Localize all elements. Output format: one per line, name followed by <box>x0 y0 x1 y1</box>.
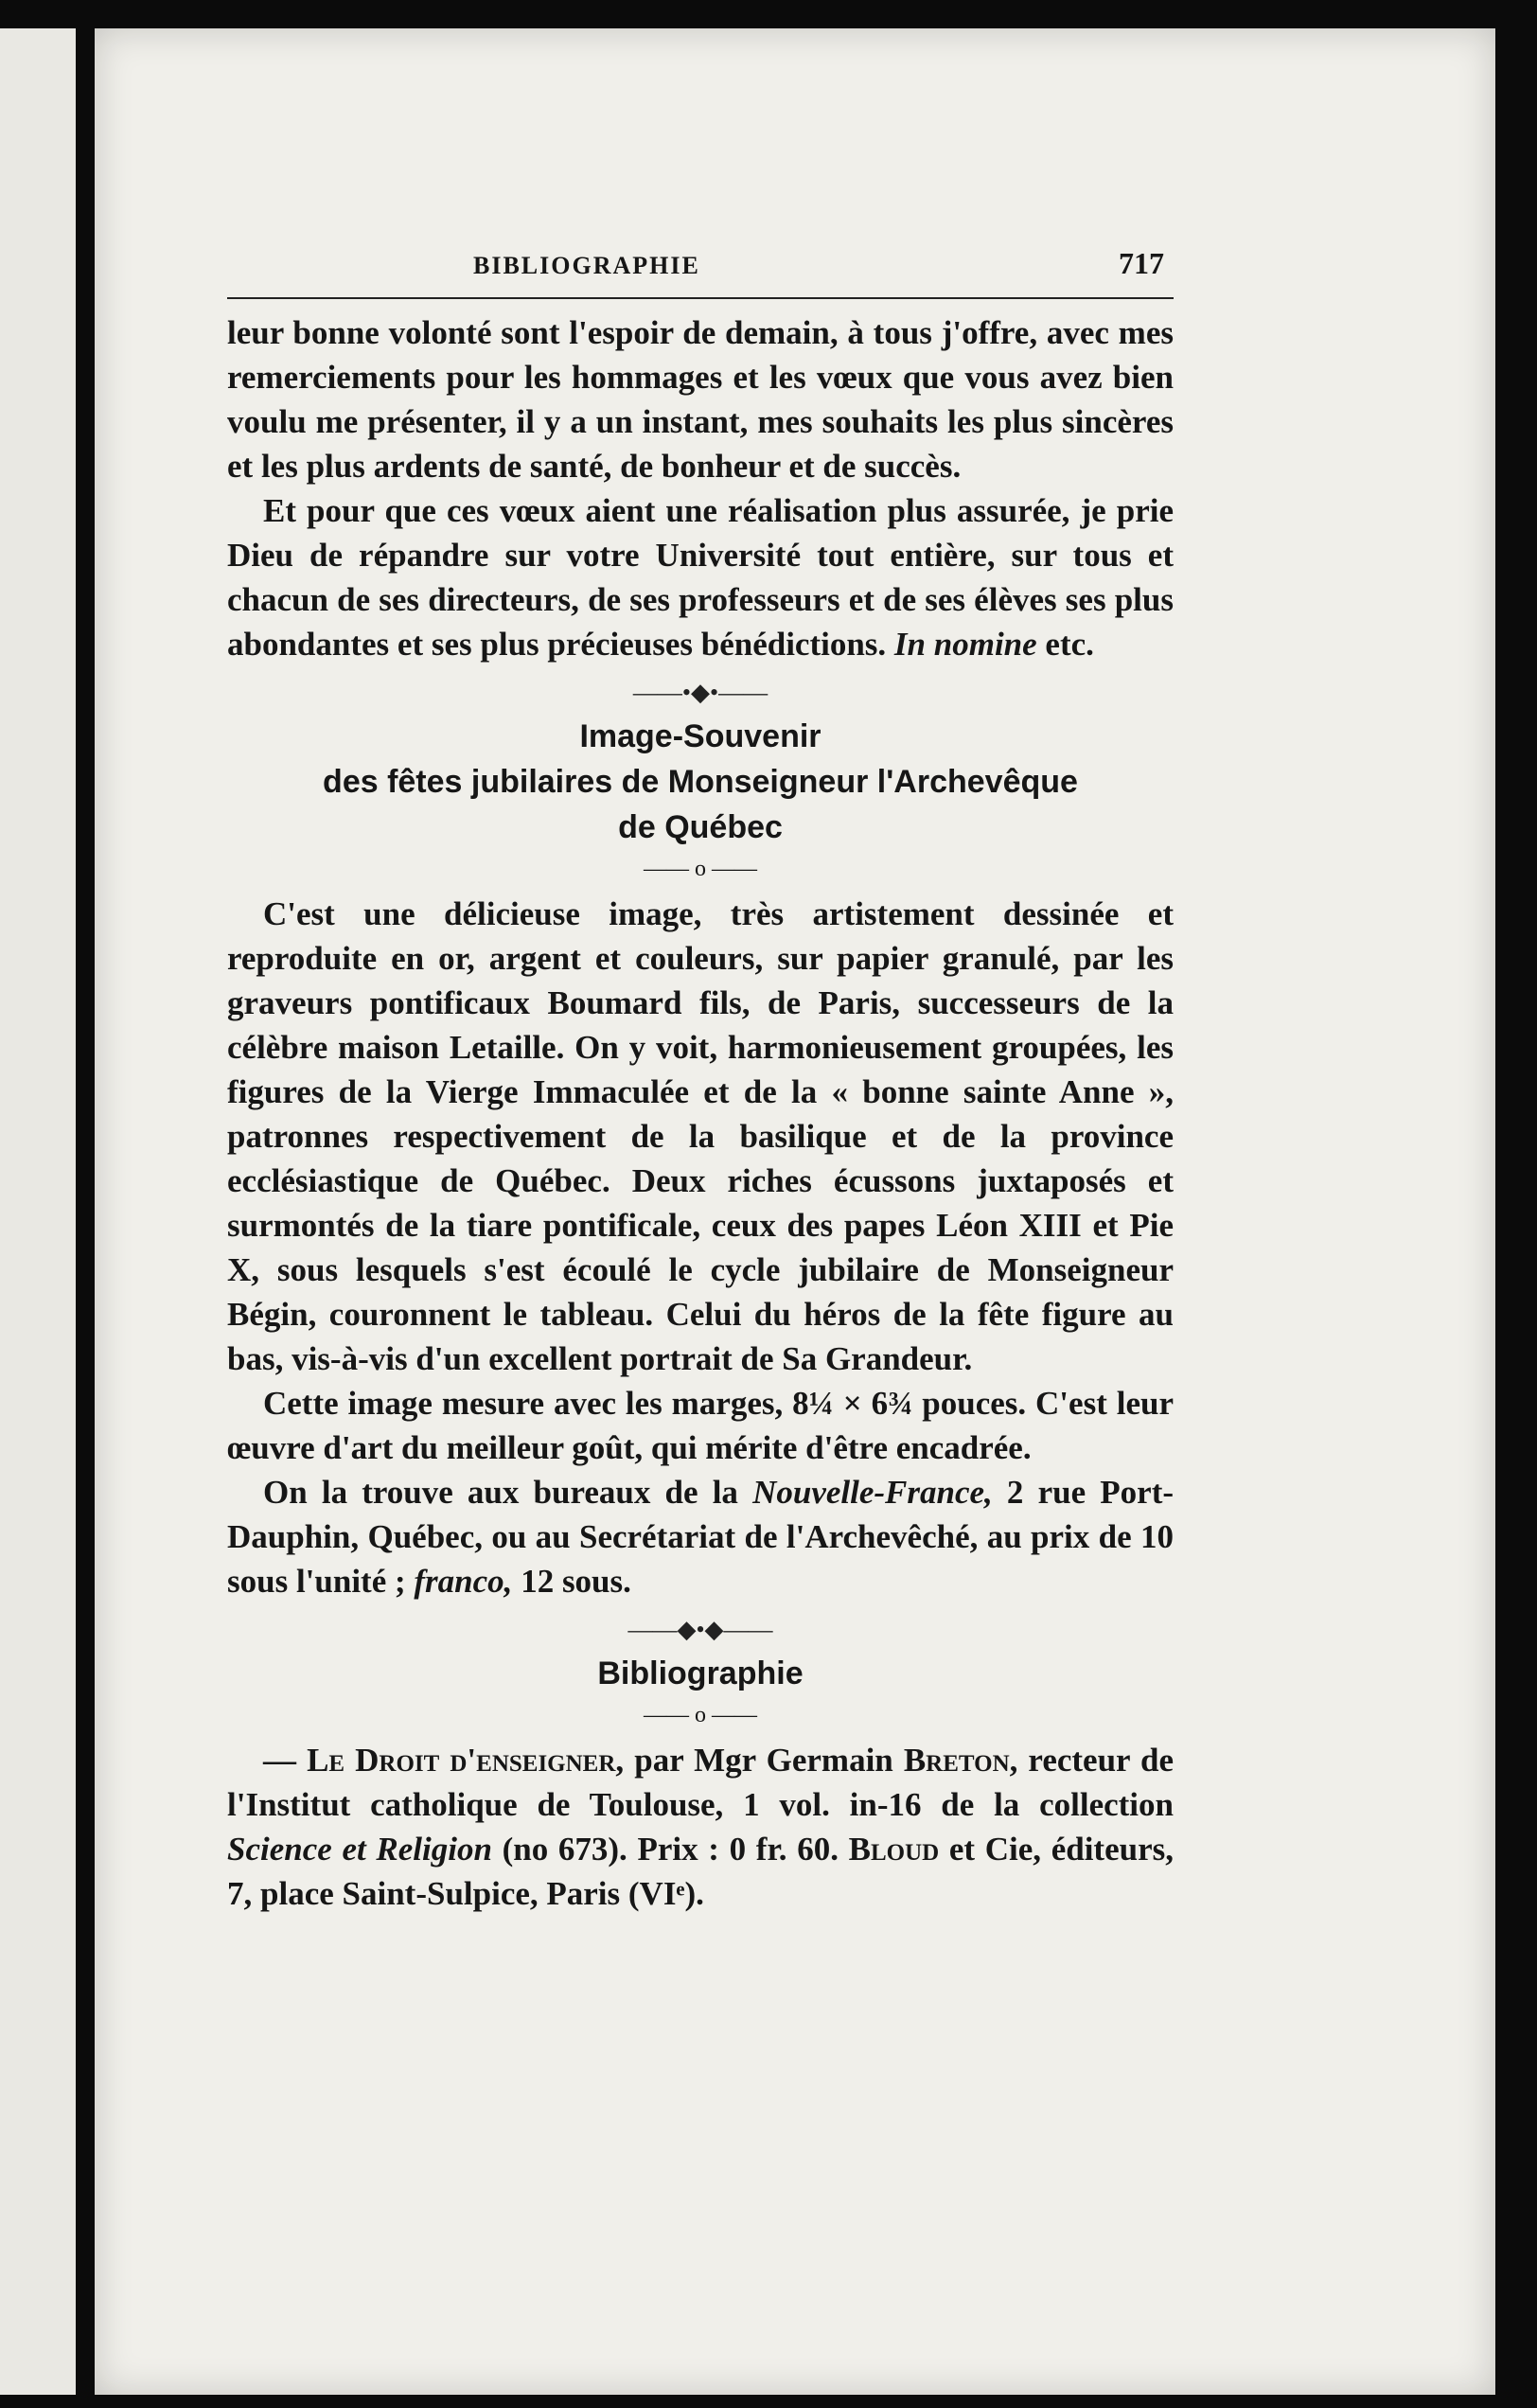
section-separator-1: —— o —— <box>644 857 757 881</box>
buy-italic-2: franco, <box>414 1563 513 1600</box>
previous-page-edge <box>0 28 76 2395</box>
entry-dash: — <box>263 1742 308 1779</box>
entry-publisher: Bloud <box>848 1831 940 1868</box>
ornament-divider-2: ——◆•◆—— <box>627 1616 773 1643</box>
entry-text-1: par Mgr Germain <box>624 1742 904 1779</box>
entry-collection: Science et Religion <box>227 1831 492 1868</box>
paragraph-blessing-text: Et pour que ces vœux aient une réalisation plus assurée, je prie Dieu de répandre sur votre Université tout entière, sur tous et chacun de ses directeurs, de ses professeurs et de ses élèves ses plus abondantes et ses plus précieuses bénédictions. <box>227 492 1174 663</box>
running-title: BIBLIOGRAPHIE <box>473 252 700 279</box>
paragraph-blessing <box>227 488 1174 666</box>
closing-rest: etc. <box>1036 626 1094 663</box>
running-header <box>227 246 1174 290</box>
entry-text-2: recteur de l'Institut catholique de Toulouse, 1 vol. in-16 de la collection <box>227 1742 1175 1823</box>
ornament-divider-1: ——•◆•—— <box>632 679 768 706</box>
entry-book-title: Le Droit d'enseigner, <box>307 1742 625 1779</box>
entry-text-4: et Cie, éditeurs, 7, place Saint-Sulpice, Paris (VIᵉ). <box>227 1831 1174 1912</box>
paragraph-where-to-buy <box>227 1470 1174 1603</box>
entry-author: Breton, <box>903 1742 1018 1779</box>
book-page <box>95 28 1495 2395</box>
entry-text-3: (no 673). Prix : 0 fr. 60. <box>491 1831 849 1868</box>
paragraph-image-size: Cette image mesure avec les marges, 8¼ × 6¾ pouces. C'est leur œuvre d'art du meilleur goût, qui mérite d'être encadrée. <box>227 1385 1174 1466</box>
bibliography-heading: Bibliographie <box>597 1656 804 1691</box>
bibliography-entry <box>227 1738 1174 1916</box>
section-separator-2: —— o —— <box>644 1703 757 1727</box>
header-rule <box>227 297 1174 299</box>
buy-text-1: On la trouve aux bureaux de la <box>263 1474 753 1511</box>
page-number: 717 <box>1119 246 1164 280</box>
section-title-line-2: des fêtes jubilaires de Monseigneur l'Archevêque <box>323 764 1078 800</box>
buy-italic-1: Nouvelle-France, <box>752 1474 993 1511</box>
closing-latin: In nomine <box>893 626 1037 663</box>
buy-text-2: 2 rue Port-Dauphin, Québec, ou au Secrétariat de l'Archevêché, au prix de 10 sous l'unité ; <box>227 1474 1174 1600</box>
buy-text-3: 12 sous. <box>512 1563 631 1600</box>
section-title-line-3: de Québec <box>618 809 783 845</box>
paragraph-image-description: C'est une délicieuse image, très artistement dessinée et reproduite en or, argent et couleurs, sur papier granulé, par les graveurs pontificaux Boumard fils, de Paris, successeurs de la célèbre maison Letaille. On y voit, harmonieusement groupées, les figures de la Vierge Immaculée et de la « bonne sainte Anne », patronnes respectivement de la basilique et de la province ecclésiastique de Québec. Deux riches écussons juxtaposés et surmontés de la tiare pontificale, ceux des papes Léon XIII et Pie X, sous lesquels s'est écoulé le cycle jubilaire de Monseigneur Bégin, couronnent le tableau. Celui du héros de la fête figure au bas, vis-à-vis d'un excellent portrait de Sa Grandeur. <box>227 895 1174 1377</box>
paragraph-continuation: leur bonne volonté sont l'espoir de demain, à tous j'offre, avec mes remerciements pour les hommages et les vœux que vous avez bien voulu me présenter, il y a un instant, mes souhaits les plus sincères et les plus ardents de santé, de bonheur et de succès. <box>227 314 1174 485</box>
section-title-line-1: Image-Souvenir <box>579 718 822 754</box>
page-content <box>227 246 1174 1916</box>
